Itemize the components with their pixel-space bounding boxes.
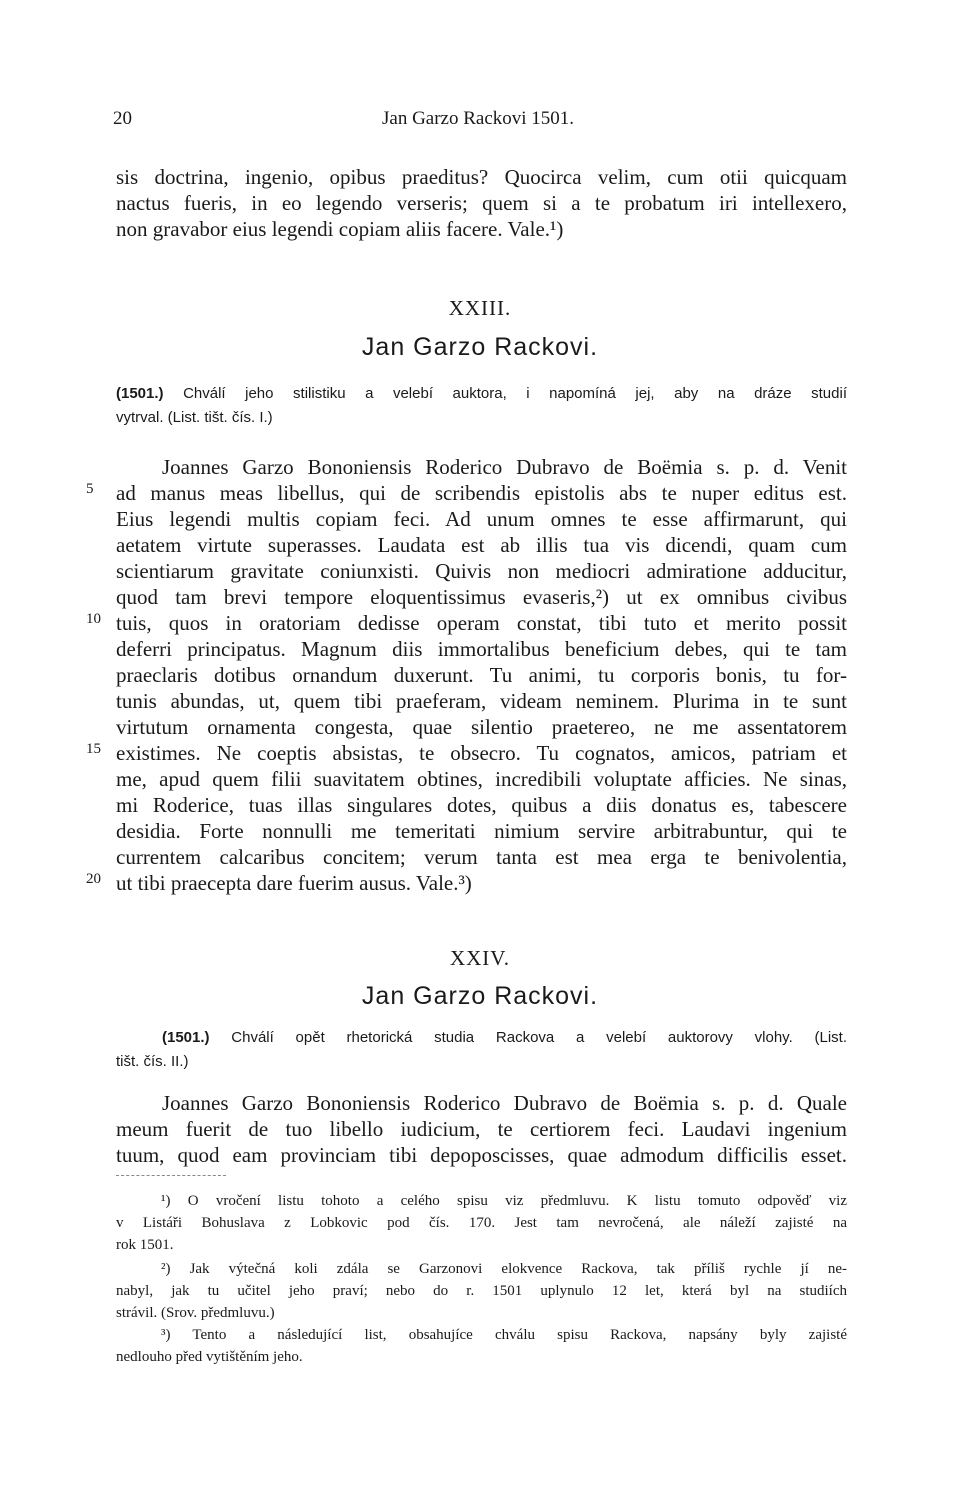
text-line: praeclaris dotibus ornandum duxerunt. Tu animi, tu corporis bonis, tu for- [116, 663, 847, 687]
text-line: nactus fueris, in eo legendo verseris; quem si a te probatum iri intellexero, [116, 191, 847, 215]
footnote [116, 1190, 847, 1256]
summary-text: vytrval. (List. tišt. čís. I.) [116, 409, 273, 426]
text-line: aetatem virtute superasses. Laudata est ab illis tua vis dicendi, quam cum [116, 533, 847, 557]
line-number: 5 [86, 481, 94, 497]
text-line: ad manus meas libellus, qui de scribendis epistolis abs te nuper editus est. [116, 481, 847, 505]
running-title: Jan Garzo Rackovi 1501. [382, 108, 575, 129]
letter-body [116, 1090, 847, 1168]
footnote-line: strávil. (Srov. předmluvu.) [116, 1305, 275, 1321]
text-line: sis doctrina, ingenio, opibus praeditus? Quocirca velim, cum otii quicquam [116, 165, 847, 189]
footnote-line: rok 1501. [116, 1237, 174, 1253]
text-line: desidia. Forte nonnulli me temeritati nimium servire arbitrabuntur, qui te [116, 819, 847, 843]
footnote [116, 1258, 847, 1324]
text-line: Joannes Garzo Bononiensis Roderico Dubravo de Boëmia s. p. d. Venit [162, 455, 847, 479]
opening-paragraph [116, 164, 847, 242]
text-line: existimes. Ne coeptis absistas, te obsecro. Tu cognatos, amicos, patriam et [116, 741, 847, 765]
running-header [0, 108, 960, 134]
letter-summary [116, 1026, 847, 1074]
text-line: quod tam brevi tempore eloquentissimus evaseris,²) ut ex omnibus civibus [116, 585, 847, 609]
text-line: tuum, quod eam provinciam tibi depoposcisses, quae admodum difficilis esset. [116, 1143, 847, 1167]
text-line: virtutum ornamenta congesta, quae silentio praetereo, ne me assentatorem [116, 715, 847, 739]
text-line: non gravabor eius legendi copiam aliis facere. Vale.¹) [116, 217, 564, 241]
letter-number: XXIV. [449, 946, 511, 970]
text-line: scientiarum gravitate coniunxisti. Quivis non mediocri admiratione adducitur, [116, 559, 847, 583]
summary-text: Chválí opět rhetorická studia Rackova a velebí auktorovy vlohy. (List. [209, 1029, 847, 1046]
footnote-line: nabyl, jak tu učitel jeho praví; nebo do r. 1501 uplynulo 12 let, která byl na studiích [116, 1283, 847, 1299]
footnote [116, 1324, 847, 1368]
text-line: tunis abundas, ut, quem tibi praeferam, videam neminem. Plurima in te sunt [116, 689, 847, 713]
page-number: 20 [113, 108, 132, 129]
footnote-line: v Listáři Bohuslava z Lobkovic pod čís. 170. Jest tam nevročená, ale náleží zajisté na [116, 1215, 847, 1231]
footnote-line: ¹) O vročení listu tohoto a celého spisu viz předmluvu. K listu tomuto odpověď viz [161, 1193, 847, 1209]
text-line: meum fuerit de tuo libello iudicium, te certiorem feci. Laudavi ingenium [116, 1117, 847, 1141]
summary-text: tišt. čís. II.) [116, 1053, 189, 1070]
summary-year: (1501.) [116, 385, 164, 402]
footnote-separator [116, 1175, 226, 1176]
text-line: Eius legendi multis copiam feci. Ad unum omnes te esse affirmarunt, qui [116, 507, 847, 531]
letter-summary [116, 382, 847, 430]
line-number: 10 [86, 611, 101, 627]
text-line: tuis, quos in oratoriam dedisse operam constat, tibi tuto et merito possit [116, 611, 847, 635]
letter-body [86, 454, 847, 896]
summary-year: (1501.) [162, 1029, 210, 1046]
footnote-line: ³) Tento a následující list, obsahujíce chválu spisu Rackova, napsány byly zajisté [161, 1327, 847, 1343]
line-number: 20 [86, 871, 101, 887]
letter-title: Jan Garzo Rackovi. [361, 982, 599, 1010]
text-line: ut tibi praecepta dare fuerim ausus. Vale.³) [116, 871, 472, 895]
text-line: currentem calcaribus concitem; verum tanta est mea erga te benivolentia, [116, 845, 847, 869]
letter-number: XXIII. [448, 296, 512, 320]
text-line: mi Roderice, tuas illas singulares dotes, quibus a diis donatus es, tabescere [116, 793, 847, 817]
line-number: 15 [86, 741, 101, 757]
footnote-line: ²) Jak výtečná koli zdála se Garzonovi elokvence Rackova, tak příliš rychle jí ne- [161, 1261, 847, 1277]
summary-text: Chválí jeho stilistiku a velebí auktora, i napomíná jej, aby na dráze studií [163, 385, 847, 402]
letter-title: Jan Garzo Rackovi. [361, 333, 599, 361]
text-line: me, apud quem filii suavitatem obtines, incredibili voluptate afficies. Ne sinas, [116, 767, 847, 791]
text-line: deferri principatus. Magnum diis immortalibus beneficium debes, qui te tam [116, 637, 847, 661]
footnote-line: nedlouho před vytištěním jeho. [116, 1349, 303, 1365]
text-line: Joannes Garzo Bononiensis Roderico Dubravo de Boëmia s. p. d. Quale [162, 1091, 847, 1115]
